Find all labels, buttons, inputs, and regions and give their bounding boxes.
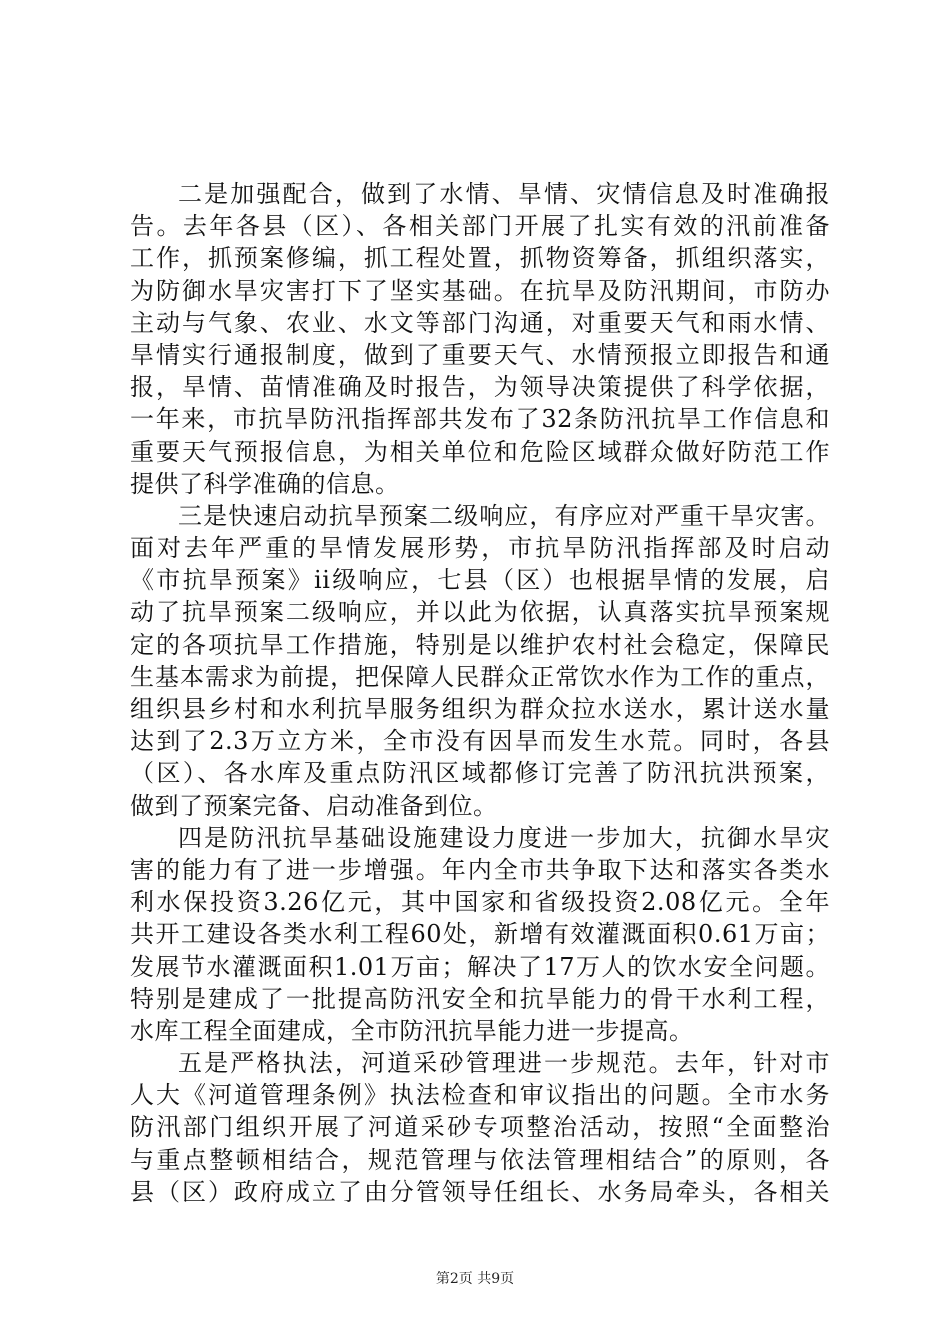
paragraph (130, 1047, 830, 1208)
paragraph-line: 定的各项抗旱工作措施，特别是以维护农村社会稳定，保障民 (130, 630, 830, 659)
paragraph-line: 二是加强配合，做到了水情、旱情、灾情信息及时准确报 (178, 180, 830, 208)
paragraph-line: 水库工程全面建成，全市防汛抗旱能力进一步提高。 (130, 1016, 694, 1045)
paragraph-line: 防汛部门组织开展了河道采砂专项整治活动，按照“全面整治 (130, 1113, 830, 1142)
paragraph-line: 人大《河道管理条例》执法检查和审议指出的问题。全市水务 (130, 1081, 830, 1110)
paragraph-line: 共开工建设各类水利工程60处，新增有效灌溉面积0.61万亩； (130, 920, 830, 949)
paragraph-line: 生基本需求为前提，把保障人民群众正常饮水作为工作的重点， (130, 662, 830, 691)
paragraph-line: 报，旱情、苗情准确及时报告，为领导决策提供了科学依据， (130, 373, 830, 402)
paragraph (130, 822, 830, 1047)
paragraph-line: 害的能力有了进一步增强。年内全市共争取下达和落实各类水 (130, 855, 830, 884)
paragraph-line: 提供了科学准确的信息。 (130, 469, 400, 498)
paragraph-line: 主动与气象、农业、水文等部门沟通，对重要天气和雨水情、 (130, 308, 830, 337)
document-body (130, 178, 830, 1208)
paragraph-line: 做到了预案完备、启动准备到位。 (130, 791, 498, 820)
paragraph-line: 旱情实行通报制度，做到了重要天气、水情预报立即报告和通 (130, 340, 830, 369)
paragraph (130, 500, 830, 822)
paragraph-line: 动了抗旱预案二级响应，并以此为依据，认真落实抗旱预案规 (130, 598, 830, 627)
paragraph-line: 《市抗旱预案》ii级响应，七县（区）也根据旱情的发展，启 (130, 566, 830, 595)
paragraph-line: 工作，抓预案修编，抓工程处置，抓物资筹备，抓组织落实， (130, 244, 830, 273)
paragraph-line: 组织县乡村和水利抗旱服务组织为群众拉水送水，累计送水量 (130, 695, 830, 723)
paragraph-line: 四是防汛抗旱基础设施建设力度进一步加大，抗御水旱灾 (178, 823, 830, 852)
paragraph-line: 一年来，市抗旱防汛指挥部共发布了32条防汛抗旱工作信息和 (130, 405, 830, 434)
paragraph-line: 告。去年各县（区）、各相关部门开展了扎实有效的汛前准备 (130, 212, 830, 241)
paragraph-line: 达到了2.3万立方米，全市没有因旱而发生水荒。同时，各县 (130, 727, 830, 756)
page-footer: 第2页 共9页 (435, 1271, 515, 1287)
paragraph-line: 特别是建成了一批提高防汛安全和抗旱能力的骨干水利工程， (130, 984, 830, 1013)
paragraph-line: 发展节水灌溉面积1.01万亩；解决了17万人的饮水安全问题。 (130, 952, 830, 981)
paragraph-line: 面对去年严重的旱情发展形势，市抗旱防汛指挥部及时启动 (130, 534, 830, 563)
paragraph-line: 利水保投资3.26亿元，其中国家和省级投资2.08亿元。全年 (130, 888, 830, 917)
paragraph-line: 与重点整顿相结合，规范管理与依法管理相结合”的原则，各 (130, 1145, 830, 1174)
paragraph-line: 三是快速启动抗旱预案二级响应，有序应对严重干旱灾害。 (178, 501, 830, 530)
paragraph-line: 为防御水旱灾害打下了坚实基础。在抗旱及防汛期间，市防办 (130, 276, 830, 305)
paragraph-line: （区）、各水库及重点防汛区域都修订完善了防汛抗洪预案， (130, 759, 830, 788)
paragraph-line: 五是严格执法，河道采砂管理进一步规范。去年，针对市 (178, 1049, 830, 1078)
paragraph (130, 178, 830, 500)
paragraph-line: 重要天气预报信息，为相关单位和危险区域群众做好防范工作 (130, 437, 830, 466)
paragraph-line: 县（区）政府成立了由分管领导任组长、水务局牵头，各相关 (130, 1177, 830, 1206)
